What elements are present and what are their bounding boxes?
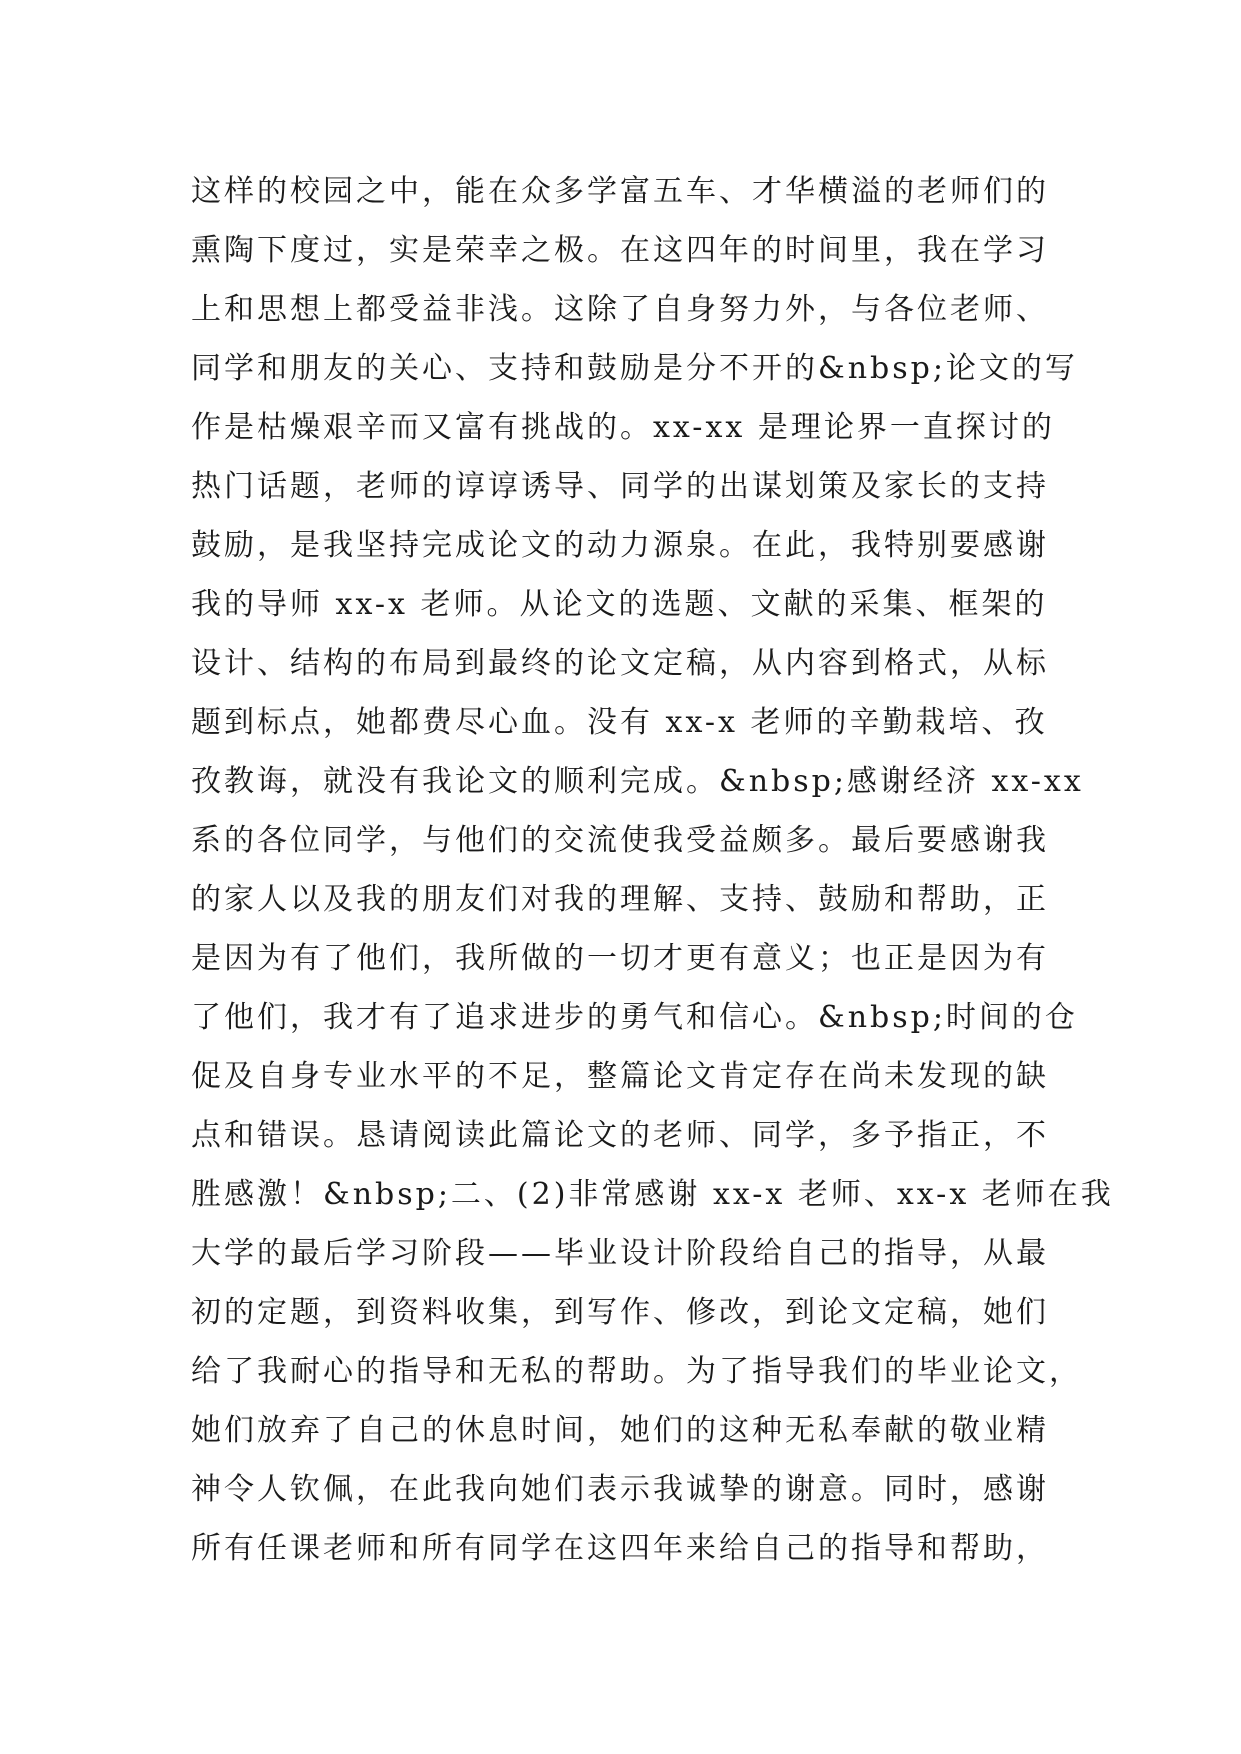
text-line: 胜感激！&nbsp;二、(2)非常感谢 xx-x 老师、xx-x 老师在我 bbox=[191, 1177, 1114, 1212]
text-line: 大学的最后学习阶段——毕业设计阶段给自己的指导，从最 bbox=[191, 1236, 1049, 1271]
text-line: 促及自身专业水平的不足，整篇论文肯定存在尚未发现的缺 bbox=[191, 1059, 1049, 1094]
text-line: 是因为有了他们，我所做的一切才更有意义；也正是因为有 bbox=[191, 941, 1049, 976]
text-line: 所有任课老师和所有同学在这四年来给自己的指导和帮助， bbox=[191, 1531, 1049, 1566]
text-line: 设计、结构的布局到最终的论文定稿，从内容到格式，从标 bbox=[191, 646, 1049, 681]
text-line: 鼓励，是我坚持完成论文的动力源泉。在此，我特别要感谢 bbox=[191, 528, 1049, 563]
text-line: 系的各位同学，与他们的交流使我受益颇多。最后要感谢我 bbox=[191, 823, 1049, 858]
text-line: 初的定题，到资料收集，到写作、修改，到论文定稿，她们 bbox=[191, 1295, 1049, 1330]
text-line: 给了我耐心的指导和无私的帮助。为了指导我们的毕业论文， bbox=[191, 1354, 1082, 1389]
body-text bbox=[191, 162, 1114, 1578]
text-line: 她们放弃了自己的休息时间，她们的这种无私奉献的敬业精 bbox=[191, 1413, 1049, 1448]
text-line: 作是枯燥艰辛而又富有挑战的。xx-xx 是理论界一直探讨的 bbox=[191, 410, 1055, 445]
text-line: 我的导师 xx-x 老师。从论文的选题、文献的采集、框架的 bbox=[191, 587, 1048, 622]
text-line: 神令人钦佩，在此我向她们表示我诚挚的谢意。同时，感谢 bbox=[191, 1472, 1049, 1507]
text-line: 热门话题，老师的谆谆诱导、同学的出谋划策及家长的支持 bbox=[191, 469, 1049, 504]
text-line: 这样的校园之中，能在众多学富五车、才华横溢的老师们的 bbox=[191, 174, 1049, 209]
text-line: 孜教诲，就没有我论文的顺利完成。&nbsp;感谢经济 xx-xx bbox=[191, 764, 1084, 799]
text-line: 的家人以及我的朋友们对我的理解、支持、鼓励和帮助，正 bbox=[191, 882, 1049, 917]
text-line: 熏陶下度过，实是荣幸之极。在这四年的时间里，我在学习 bbox=[191, 233, 1049, 268]
text-line: 上和思想上都受益非浅。这除了自身努力外，与各位老师、 bbox=[191, 292, 1049, 327]
text-line: 题到标点，她都费尽心血。没有 xx-x 老师的辛勤栽培、孜 bbox=[191, 705, 1048, 740]
text-line: 点和错误。恳请阅读此篇论文的老师、同学，多予指正，不 bbox=[191, 1118, 1049, 1153]
text-line: 了他们，我才有了追求进步的勇气和信心。&nbsp;时间的仓 bbox=[191, 1000, 1078, 1035]
text-line: 同学和朋友的关心、支持和鼓励是分不开的&nbsp;论文的写 bbox=[191, 351, 1078, 386]
